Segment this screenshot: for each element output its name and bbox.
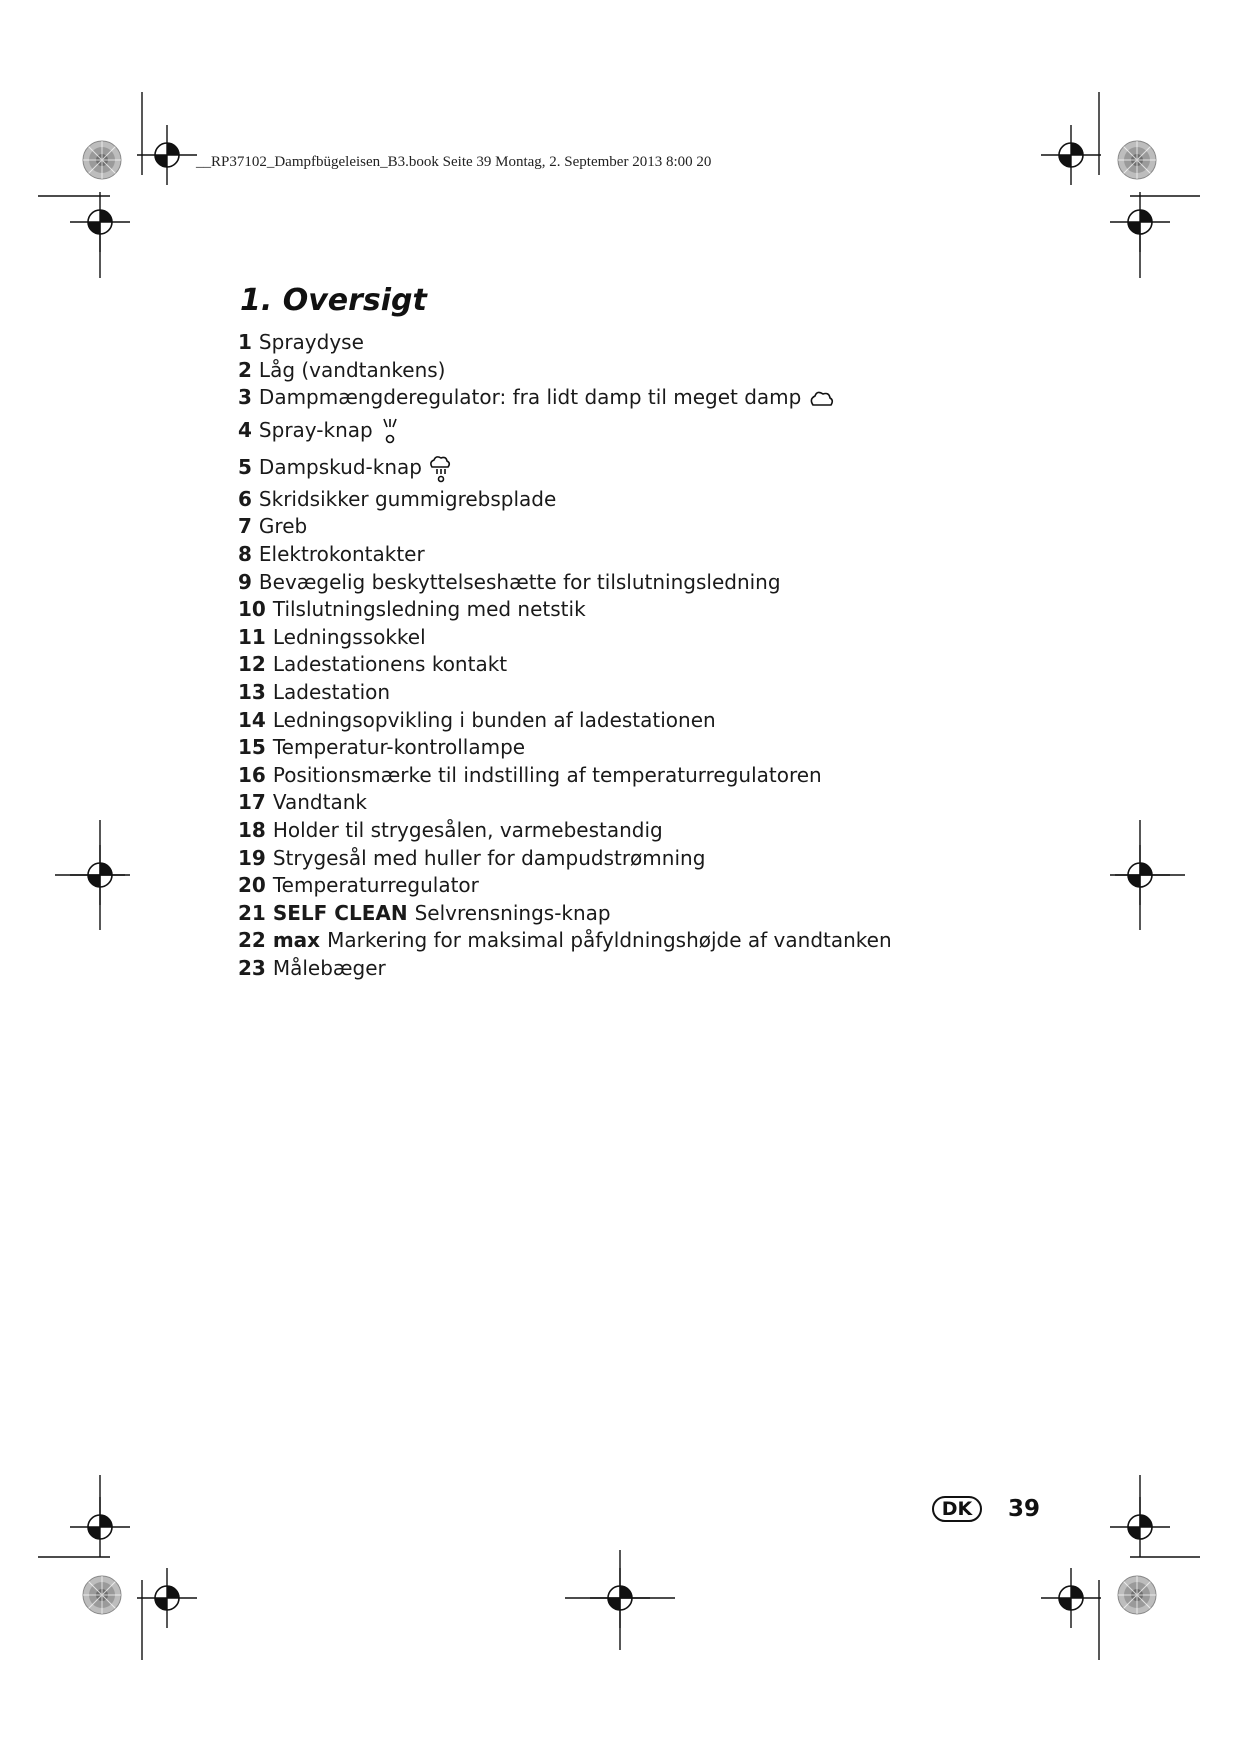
list-item	[238, 900, 1138, 928]
list-item	[238, 734, 1138, 762]
item-text: Selvrensnings-knap	[414, 900, 611, 925]
item-text: Dampmængderegulator: fra lidt damp til meget damp	[258, 385, 802, 410]
item-text: Temperatur-kontrollampe	[272, 735, 526, 760]
item-text: Låg (vandtankens)	[258, 357, 446, 382]
list-item	[238, 707, 1138, 735]
item-text: Ladestation	[272, 679, 391, 704]
registration-mark-icon	[137, 1568, 197, 1628]
list-item	[238, 679, 1138, 707]
color-wheel-icon	[83, 1576, 121, 1614]
item-text: Greb	[258, 514, 308, 539]
item-number: 22	[238, 928, 266, 953]
item-text: Elektrokontakter	[258, 541, 425, 566]
spray-icon	[379, 417, 401, 445]
item-number: 5	[238, 454, 252, 479]
item-text: Ladestationens kontakt	[272, 652, 508, 677]
item-number: 8	[238, 541, 252, 566]
color-wheel-icon	[83, 141, 121, 179]
item-number: 4	[238, 417, 252, 442]
list-item	[238, 329, 1138, 357]
list-item	[238, 384, 1138, 412]
item-number: 19	[238, 845, 266, 870]
print-header: __RP37102_Dampfbügeleisen_B3.book Seite 39 Montag, 2. September 2013 8:00 20	[196, 154, 712, 170]
list-item	[238, 569, 1138, 597]
item-text: Strygesål med huller for dampudstrømning	[272, 845, 706, 870]
list-item	[238, 624, 1138, 652]
list-item	[238, 448, 1138, 486]
item-number: 11	[238, 624, 266, 649]
item-text: Vandtank	[272, 790, 367, 815]
item-number: 21	[238, 900, 266, 925]
item-keyword: SELF CLEAN	[272, 900, 408, 925]
item-number: 17	[238, 790, 266, 815]
item-text: Ledningssokkel	[272, 624, 426, 649]
steam-burst-icon	[428, 453, 454, 483]
item-text: Skridsikker gummigrebsplade	[258, 486, 557, 511]
item-number: 14	[238, 707, 266, 732]
item-number: 9	[238, 569, 252, 594]
item-number: 1	[238, 330, 252, 354]
list-item	[238, 789, 1138, 817]
item-text: Bevægelig beskyttelseshætte for tilslutningsledning	[258, 569, 781, 594]
page-footer	[932, 1496, 1040, 1522]
item-text: Markering for maksimal påfyldningshøjde af vandtanken	[327, 928, 892, 953]
list-item	[238, 412, 1138, 448]
registration-mark-icon	[1041, 1568, 1101, 1628]
item-text: Positionsmærke til indstilling af temperaturregulatoren	[272, 762, 822, 787]
item-number: 12	[238, 652, 266, 677]
list-item	[238, 513, 1138, 541]
language-badge: DK	[932, 1496, 982, 1522]
overview-list	[238, 329, 1138, 982]
item-text: Tilslutningsledning med netstik	[272, 597, 586, 622]
registration-mark-icon	[137, 125, 197, 185]
item-keyword: max	[272, 928, 321, 953]
list-item	[238, 955, 1138, 983]
item-number: 13	[238, 679, 266, 704]
item-number: 3	[238, 385, 252, 410]
item-text: Dampskud-knap	[258, 454, 422, 479]
page-number: 39	[1008, 1496, 1041, 1522]
item-number: 10	[238, 597, 266, 622]
item-text: Holder til strygesålen, varmebestandig	[272, 817, 663, 842]
item-text: Spraydyse	[258, 330, 364, 354]
registration-mark-icon	[1041, 125, 1101, 185]
item-number: 20	[238, 873, 266, 898]
item-text: Ledningsopvikling i bunden af ladestationen	[272, 707, 716, 732]
list-item	[238, 762, 1138, 790]
item-number: 6	[238, 486, 252, 511]
item-number: 18	[238, 817, 266, 842]
list-item	[238, 817, 1138, 845]
list-item	[238, 927, 1138, 955]
item-number: 7	[238, 514, 252, 539]
list-item	[238, 357, 1138, 385]
list-item	[238, 596, 1138, 624]
item-number: 23	[238, 955, 266, 980]
color-wheel-icon	[1118, 141, 1156, 179]
list-item	[238, 872, 1138, 900]
item-text: Spray-knap	[258, 417, 373, 442]
list-item	[238, 651, 1138, 679]
list-item	[238, 845, 1138, 873]
section-title: 1. Oversigt	[240, 283, 427, 318]
item-number: 2	[238, 357, 252, 382]
steam-icon	[808, 388, 836, 410]
list-item	[238, 541, 1138, 569]
color-wheel-icon	[1118, 1576, 1156, 1614]
item-number: 15	[238, 735, 266, 760]
list-item	[238, 486, 1138, 514]
item-text: Temperaturregulator	[272, 873, 479, 898]
item-number: 16	[238, 762, 266, 787]
item-text: Målebæger	[272, 955, 386, 980]
